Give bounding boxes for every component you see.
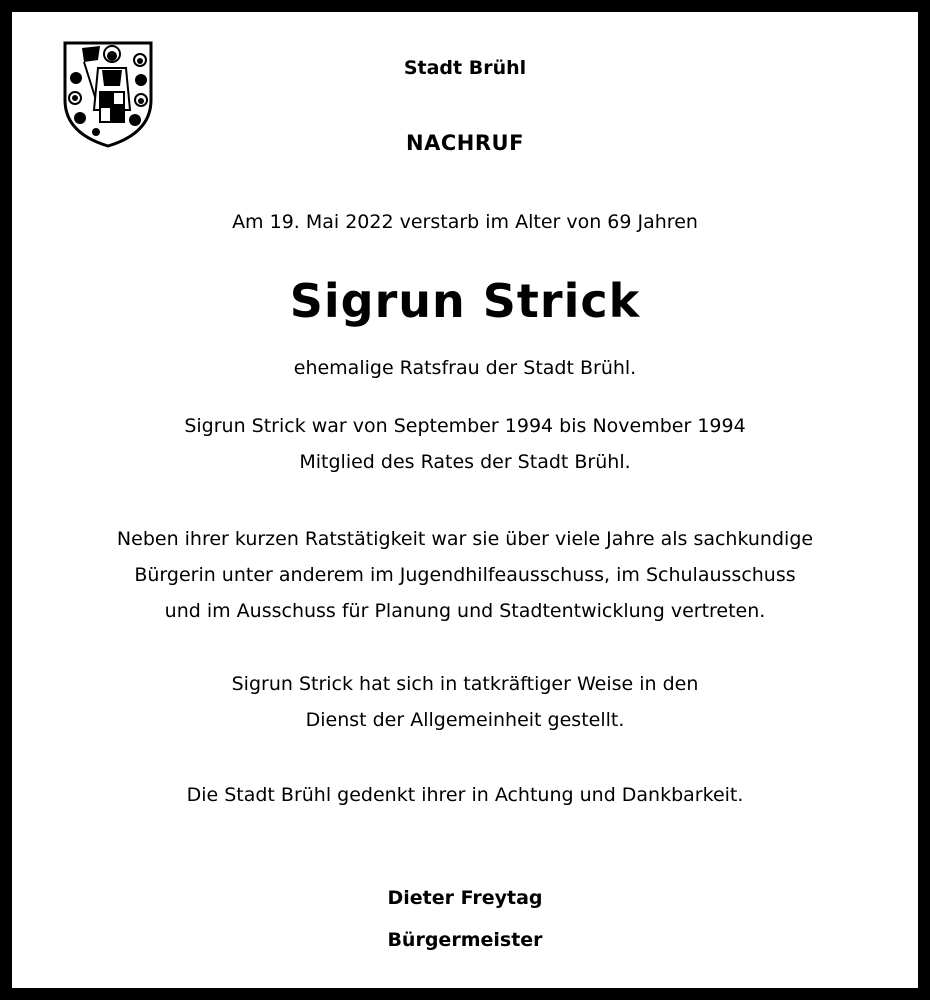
paragraph-line: Sigrun Strick war von September 1994 bis November 1994 [184,415,746,437]
role-text: ehemalige Ratsfrau der Stadt Brühl. [293,357,637,379]
signer-name: Dieter Freytag [387,887,543,909]
paragraph-remembrance [12,777,918,813]
paragraph-line: Bürgerin unter anderem im Jugendhilfeausschuss, im Schulausschuss [134,564,796,586]
intro-text: Am 19. Mai 2022 verstarb im Alter von 69 Jahren [232,211,698,233]
paragraph-line: und im Ausschuss für Planung und Stadtentwicklung vertreten. [164,600,766,622]
paragraph-service [12,666,918,738]
paragraph-committees [12,521,918,629]
signer-title: Bürgermeister [387,929,543,951]
paragraph-line: Mitglied des Rates der Stadt Brühl. [299,451,631,473]
paragraph-line: Neben ihrer kurzen Ratstätigkeit war sie über viele Jahre als sachkundige [116,528,814,550]
organization-name: Stadt Brühl [403,57,527,79]
notice-title: NACHRUF [406,131,524,155]
paragraph-line: Dienst der Allgemeinheit gestellt. [305,709,625,731]
obituary-notice [12,12,918,988]
paragraph-council-term [12,408,918,480]
paragraph-line: Sigrun Strick hat sich in tatkräftiger Weise in den [231,673,699,695]
deceased-name: Sigrun Strick [289,274,641,328]
paragraph-line: Die Stadt Brühl gedenkt ihrer in Achtung und Dankbarkeit. [186,784,744,806]
